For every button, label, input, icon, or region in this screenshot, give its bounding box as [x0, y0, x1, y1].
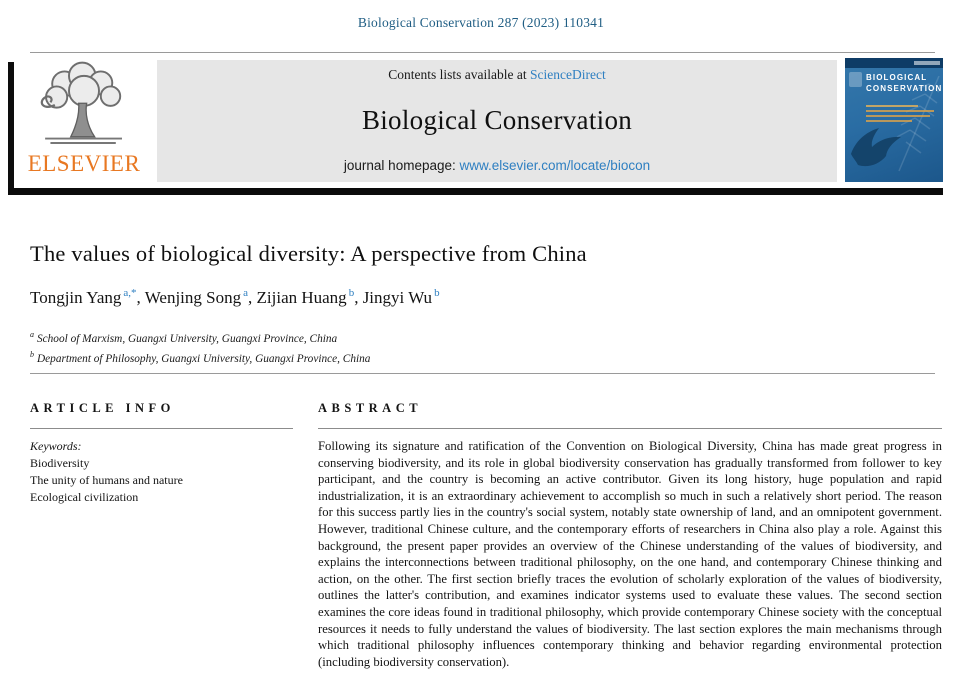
article-info-rule	[30, 428, 293, 429]
affiliations	[30, 327, 370, 367]
keyword: Ecological civilization	[30, 490, 139, 504]
elsevier-logo	[18, 60, 150, 177]
keywords-label: Keywords:	[30, 439, 82, 453]
author-affiliation-mark: b	[348, 287, 355, 299]
author-list	[30, 287, 440, 308]
journal-banner	[157, 60, 837, 182]
top-divider	[30, 52, 935, 53]
contents-line	[157, 67, 837, 83]
sciencedirect-link[interactable]: ScienceDirect	[530, 67, 606, 82]
author: Wenjing Song $^a$,	[144, 287, 257, 307]
elsevier-tree-icon	[18, 60, 150, 150]
abstract-rule	[318, 428, 942, 429]
author-affiliation-mark: b	[434, 287, 440, 299]
cover-title-line2: CONSERVATION	[866, 84, 943, 93]
author: Jingyi Wu $^b$	[362, 287, 440, 307]
elsevier-wordmark: ELSEVIER	[27, 151, 141, 176]
cover-title	[866, 72, 942, 94]
left-black-bar	[8, 62, 14, 195]
journal-cover-thumbnail[interactable]	[845, 58, 943, 182]
abstract-section	[318, 401, 942, 670]
keyword: The unity of humans and nature	[30, 473, 183, 487]
contents-prefix: Contents lists available at	[388, 67, 530, 82]
header-black-bar	[8, 188, 943, 195]
author-affiliation-mark: a,*	[123, 287, 137, 299]
journal-title: Biological Conservation	[361, 105, 633, 135]
affiliation: $^b$ Department of Philosophy, Guangxi University, Guangxi Province, China	[30, 349, 371, 365]
journal-homepage-link[interactable]: www.elsevier.com/locate/biocon	[459, 158, 651, 173]
cover-emblem-icon	[849, 72, 862, 87]
author: Zijian Huang $^b$,	[256, 287, 363, 307]
author-affiliation-mark: a	[243, 287, 249, 299]
article-info-heading: ARTICLE INFO	[30, 401, 175, 415]
homepage-prefix: journal homepage:	[343, 158, 460, 173]
author: Tongjin Yang $^{a,*}$,	[30, 287, 145, 307]
article-info-section	[30, 401, 293, 506]
cover-issn-text	[914, 61, 940, 65]
homepage-line	[157, 158, 837, 173]
abstract-heading: ABSTRACT	[318, 401, 423, 415]
article-title: The values of biological diversity: A perspective from China	[30, 241, 587, 266]
bird-icon	[845, 110, 911, 177]
keyword: Biodiversity	[30, 456, 90, 470]
affiliation: $^a$ School of Marxism, Guangxi University, Guangxi Province, China	[30, 330, 338, 345]
abstract-text: Following its signature and ratification of the Convention on Biological Diversity, China has made great progress in conserving biodiversity, and its role in global biodiversity conservation has gradually transformed from follower to key participant, and the country is becoming an active contributor. Given its long history, huge population and rapid industrialization, it is an extraordinary achievement to accomplish so much in such a relatively short period. The reason for this success partly lies in the country's social system, notably state ownership of land, and an omnipotent government. However, traditional Chinese culture, and the contemporary efforts of researchers in China also play a role. Against this background, the present paper provides an overview of the Chinese understanding of the values of biodiversity, and explains the interconnections between traditional philosophy, on the one hand, and contemporary Chinese thinking and action, on the other. The first section briefly traces the evolution of scholarly exploration of the values of biodiversity, outlines the latter's contribution, and examines indicator systems used to evaluate these values. The second section examines the core ideas found in traditional philosophy, which provide contemporary Chinese society with the conceptual resources it needs to fully understand the values of biodiversity. The last section explores the main mechanisms through which traditional philosophy influences contemporary thinking and behavior regarding environmental protection (including biodiversity conservation).	[318, 439, 942, 669]
journal-reference: Biological Conservation 287 (2023) 110341	[357, 15, 605, 30]
section-divider	[30, 373, 935, 374]
cover-title-line1: BIOLOGICAL	[866, 73, 928, 82]
